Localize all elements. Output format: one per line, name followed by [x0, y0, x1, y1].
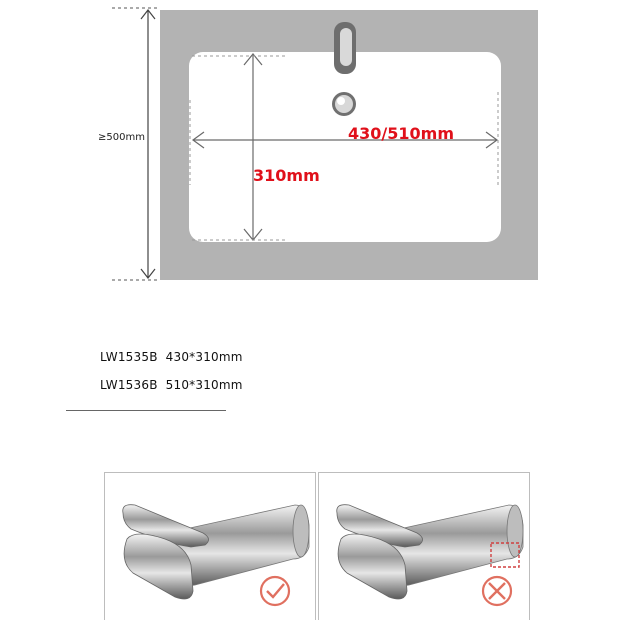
width-label: 430/510mm	[348, 124, 454, 143]
model-code: LW1535B	[100, 350, 158, 364]
basin-bowl	[189, 52, 501, 242]
drain-icon	[332, 92, 356, 116]
divider	[66, 410, 226, 411]
faucet-image	[105, 473, 315, 621]
correct-install-panel	[104, 472, 316, 620]
check-circle-icon	[261, 577, 289, 605]
faucet-image	[319, 473, 529, 621]
faucet-top-view-icon	[334, 22, 356, 74]
depth-label: 310mm	[253, 166, 320, 185]
wrong-install-panel	[318, 472, 530, 620]
model-size: 430*310mm	[165, 350, 243, 364]
cross-circle-icon	[483, 577, 511, 605]
cabinet-depth-arrow	[141, 10, 155, 278]
cabinet-depth-label: ≥500mm	[98, 132, 145, 143]
basin-diagram	[0, 0, 620, 300]
model-code: LW1536B	[100, 378, 158, 392]
model-row	[100, 350, 243, 364]
model-size: 510*310mm	[165, 378, 243, 392]
model-row	[100, 378, 243, 392]
